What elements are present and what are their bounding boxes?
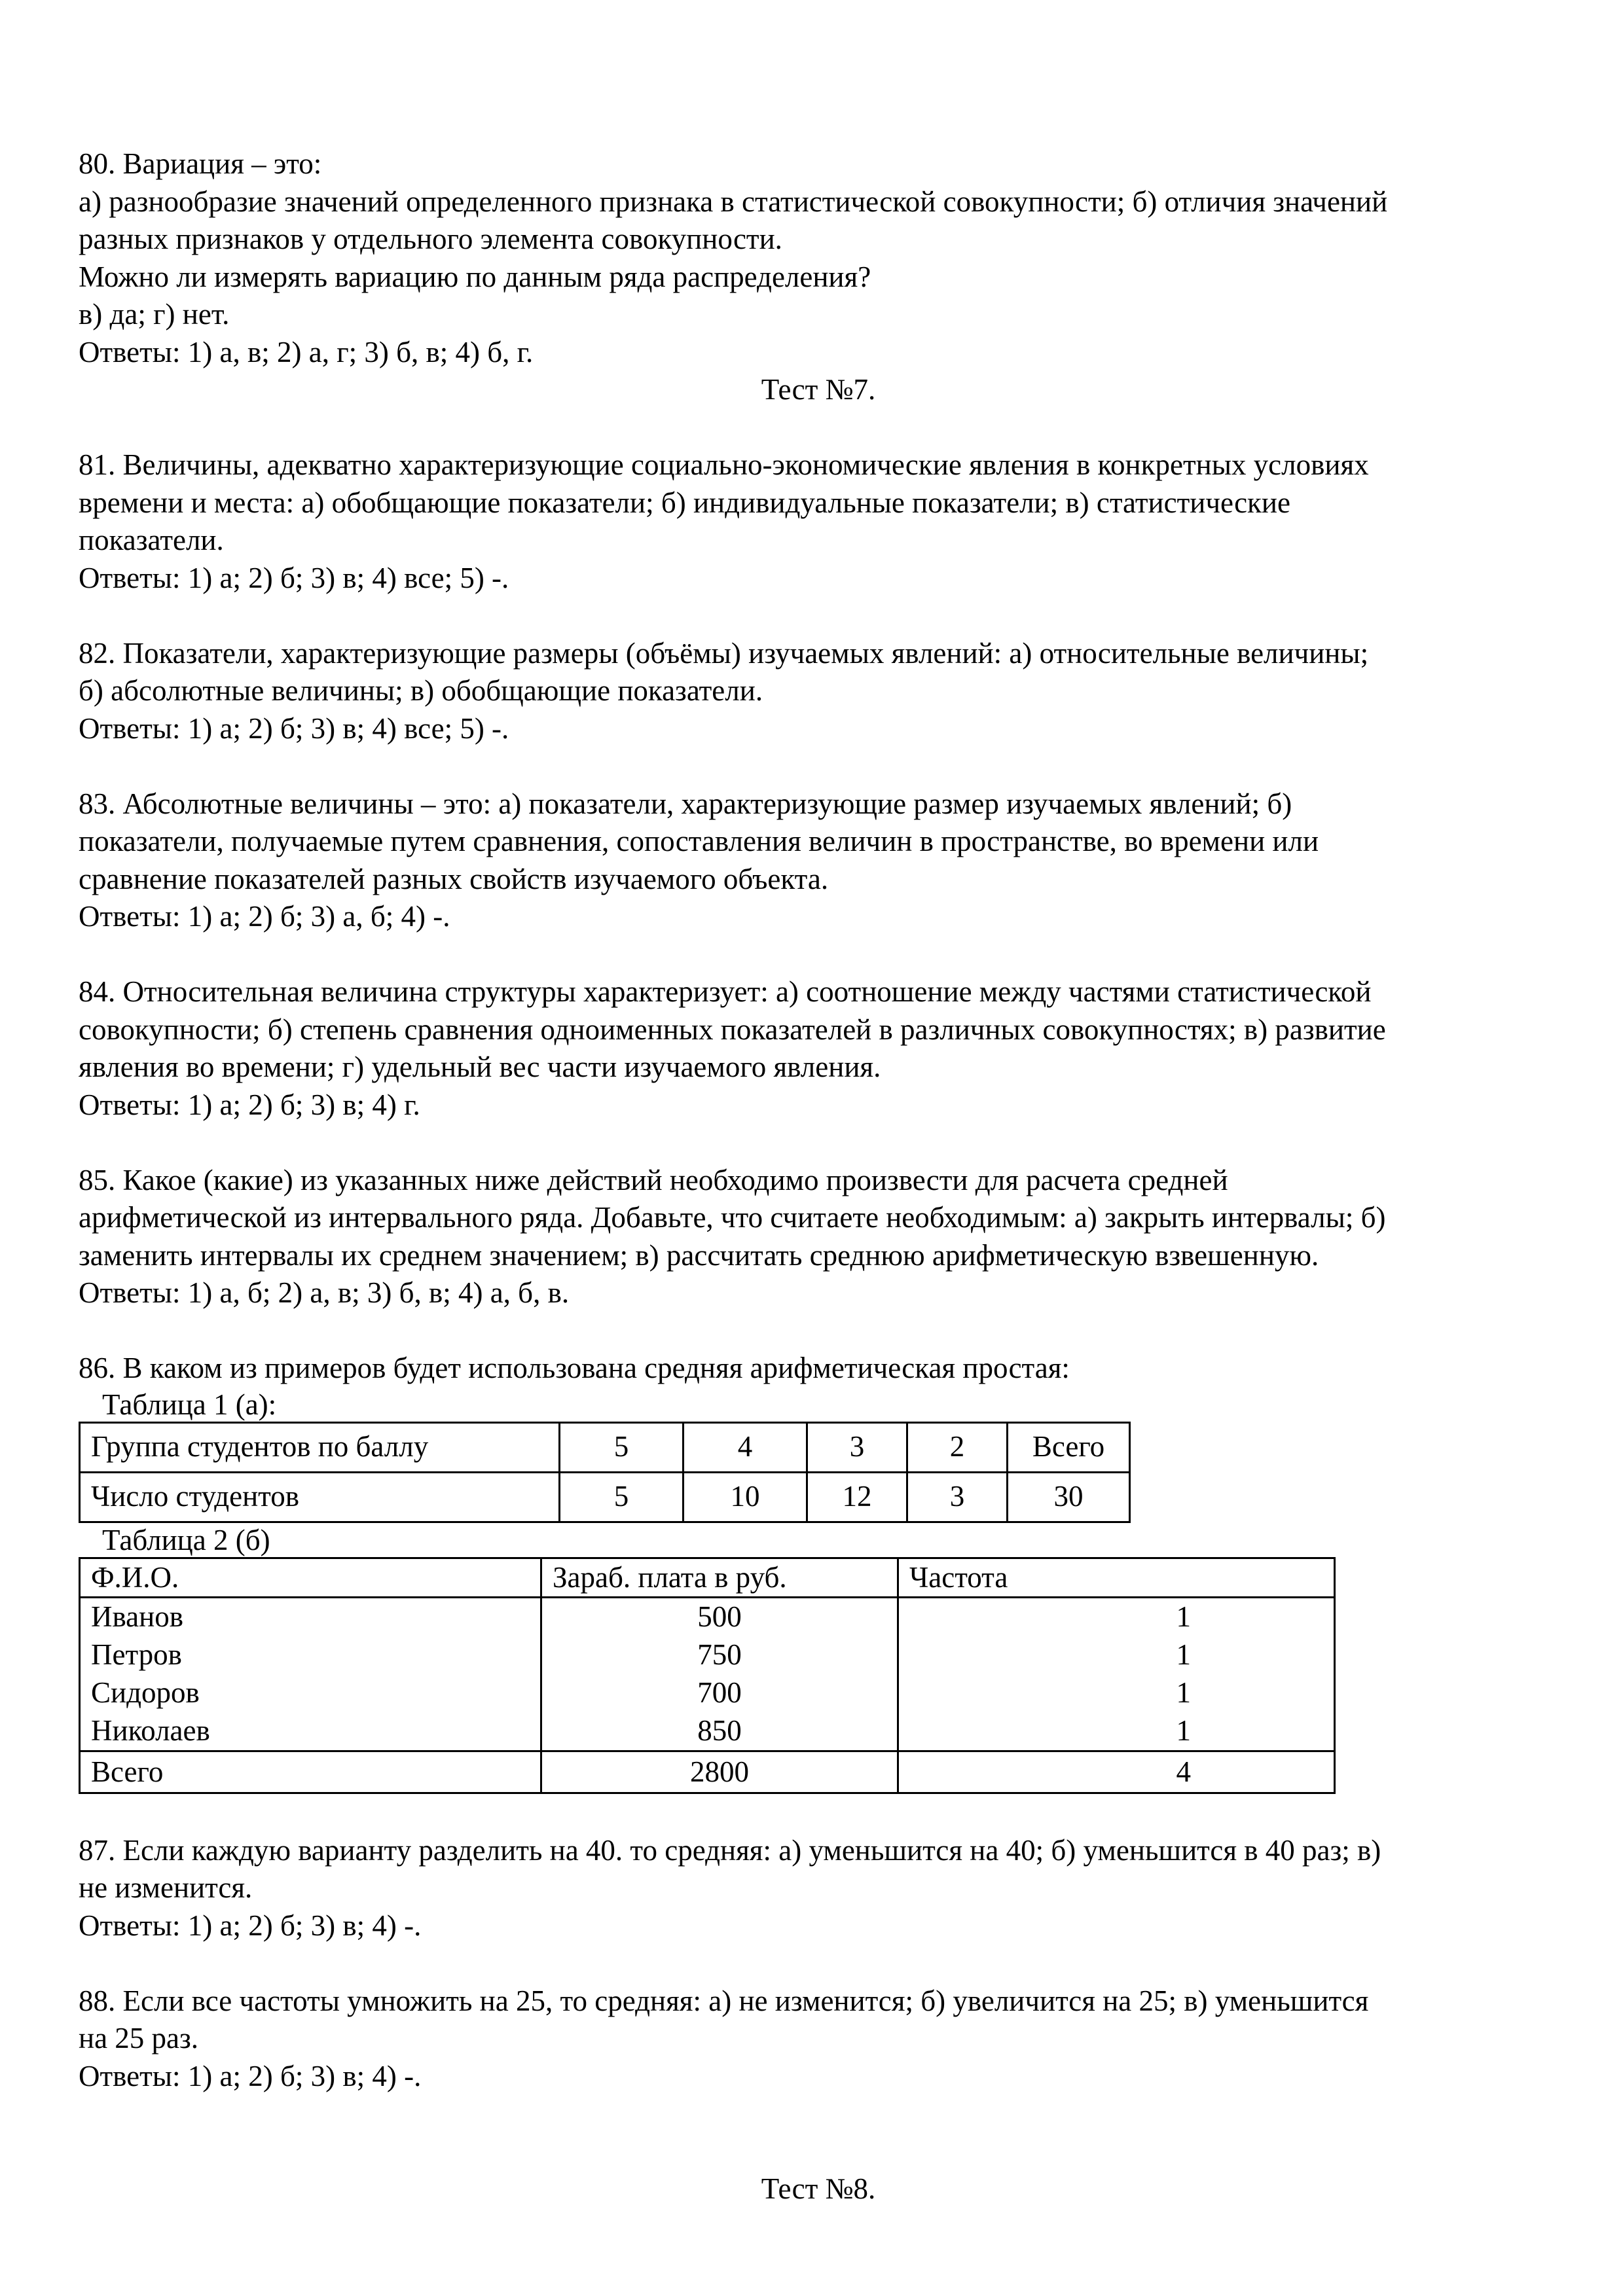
question-83-answers: Ответы: 1) а; 2) б; 3) а, б; 4) -.: [79, 900, 450, 933]
table-cell: Петров: [80, 1636, 541, 1674]
question-85-line: арифметической из интервального ряда. Добавьте, что считаете необходимым: а) закрыть интервалы; б): [79, 1201, 1386, 1234]
question-81-line: показатели.: [79, 524, 224, 556]
question-80-line: разных признаков у отдельного элемента совокупности.: [79, 223, 782, 255]
table-1-caption: Таблица 1 (а):: [102, 1388, 277, 1421]
table-cell: Число студентов: [80, 1472, 560, 1522]
table-cell: 750: [541, 1636, 898, 1674]
table-cell: 1: [898, 1636, 1335, 1674]
table-cell: 1: [898, 1712, 1335, 1751]
spacer: [79, 2095, 1558, 2133]
question-84: [79, 973, 1558, 1124]
question-82-answers: Ответы: 1) а; 2) б; 3) в; 4) все; 5) -.: [79, 711, 509, 745]
question-85-line: 85. Какое (какие) из указанных ниже действий необходимо произвести для расчета средней: [79, 1163, 1228, 1196]
table-cell: Группа студентов по баллу: [80, 1422, 560, 1472]
question-81: [79, 446, 1558, 597]
table-cell: 2800: [541, 1751, 898, 1793]
question-82-line: б) абсолютные величины; в) обобщающие показатели.: [79, 674, 763, 707]
table-cell: 1: [898, 1598, 1335, 1637]
question-84-answers: Ответы: 1) а; 2) б; 3) в; 4) г.: [79, 1088, 420, 1121]
question-80-line: Можно ли измерять вариацию по данным ряда распределения?: [79, 260, 871, 293]
spacer: [79, 597, 1558, 635]
spacer: [79, 936, 1558, 974]
question-84-line: совокупности; б) степень сравнения одноименных показателей в различных совокупностях; в) развитие: [79, 1013, 1386, 1046]
test-8-heading: Тест №8.: [761, 2172, 876, 2205]
question-83-line: сравнение показателей разных свойств изучаемого объекта.: [79, 862, 829, 895]
table-2: [79, 1557, 1336, 1795]
table-cell: 850: [541, 1712, 898, 1751]
spacer: [79, 1312, 1558, 1350]
question-81-line: времени и места: а) обобщающие показатели; б) индивидуальные показатели; в) статистические: [79, 486, 1290, 519]
table-cell: 5: [560, 1422, 684, 1472]
document-page: [79, 145, 1558, 2208]
test-7-heading: Тест №7.: [761, 373, 876, 406]
table-cell: Всего: [1008, 1422, 1130, 1472]
table-cell: Николаев: [80, 1712, 541, 1751]
question-80-answers: Ответы: 1) а, в; 2) а, г; 3) б, в; 4) б, г.: [79, 335, 534, 368]
question-88: [79, 1982, 1558, 2096]
question-87: [79, 1832, 1558, 1945]
question-83-line: показатели, получаемые путем сравнения, сопоставления величин в пространстве, во времени или: [79, 825, 1319, 857]
question-80-line: 80. Вариация – это:: [79, 147, 322, 180]
table-cell: 700: [541, 1674, 898, 1712]
spacer: [79, 409, 1558, 447]
question-85-answers: Ответы: 1) а, б; 2) а, в; 3) б, в; 4) а, б, в.: [79, 1276, 570, 1309]
table-cell: Всего: [80, 1751, 541, 1793]
table-cell: Сидоров: [80, 1674, 541, 1712]
table-1: [79, 1422, 1131, 1523]
spacer: [79, 747, 1558, 785]
table-row: [80, 1598, 1335, 1637]
table-row: [80, 1422, 1130, 1472]
question-81-answers: Ответы: 1) а; 2) б; 3) в; 4) все; 5) -.: [79, 561, 509, 594]
table-cell: 4: [898, 1751, 1335, 1793]
table-cell: 12: [807, 1472, 907, 1522]
table-cell: 2: [907, 1422, 1008, 1472]
table-cell: 500: [541, 1598, 898, 1637]
table-cell: 4: [684, 1422, 807, 1472]
question-88-answers: Ответы: 1) а; 2) б; 3) в; 4) -.: [79, 2059, 422, 2092]
question-86-text: 86. В каком из примеров будет использована средняя арифметическая простая:: [79, 1352, 1070, 1384]
question-88-line: 88. Если все частоты умножить на 25, то средняя: а) не изменится; б) увеличится на 25; в) уменьшится: [79, 1984, 1369, 2017]
question-82-line: 82. Показатели, характеризующие размеры (объёмы) изучаемых явлений: а) относительные величины;: [79, 636, 1369, 670]
question-85: [79, 1162, 1558, 1312]
question-83-line: 83. Абсолютные величины – это: а) показатели, характеризующие размер изучаемых явлений; б): [79, 787, 1292, 820]
spacer: [79, 1945, 1558, 1982]
question-82: [79, 635, 1558, 748]
question-80-line: в) да; г) нет.: [79, 298, 230, 331]
spacer: [79, 2133, 1558, 2171]
question-87-answers: Ответы: 1) а; 2) б; 3) в; 4) -.: [79, 1909, 422, 1942]
table-cell: 3: [907, 1472, 1008, 1522]
column-header: Зараб. плата в руб.: [541, 1558, 898, 1598]
table-cell: 3: [807, 1422, 907, 1472]
table-header-row: [80, 1558, 1335, 1598]
question-83: [79, 785, 1558, 936]
question-80-line: а) разнообразие значений определенного признака в статистической совокупности; б) отличия значений: [79, 185, 1388, 218]
question-87-line: 87. Если каждую варианту разделить на 40. то средняя: а) уменьшится на 40; б) уменьшится в 40 раз; в): [79, 1833, 1381, 1867]
question-88-line: на 25 раз.: [79, 2022, 199, 2054]
spacer: [79, 1124, 1558, 1162]
table-cell: 10: [684, 1472, 807, 1522]
table-cell: 1: [898, 1674, 1335, 1712]
table-row: [80, 1712, 1335, 1751]
question-84-line: явления во времени; г) удельный вес части изучаемого явления.: [79, 1050, 881, 1083]
question-87-line: не изменится.: [79, 1871, 253, 1904]
table-row: [80, 1472, 1130, 1522]
spacer: [79, 1794, 1558, 1832]
question-85-line: заменить интервалы их среднем значением; в) рассчитать среднюю арифметическую взвешенную.: [79, 1238, 1319, 1272]
table-cell: Иванов: [80, 1598, 541, 1637]
table-total-row: [80, 1751, 1335, 1793]
question-86: [79, 1350, 1558, 1794]
table-cell: 30: [1008, 1472, 1130, 1522]
question-81-line: 81. Величины, адекватно характеризующие социально-экономические явления в конкретных условиях: [79, 448, 1369, 481]
table-row: [80, 1674, 1335, 1712]
column-header: Частота: [898, 1558, 1335, 1598]
table-2-caption: Таблица 2 (б): [102, 1523, 270, 1556]
table-cell: 5: [560, 1472, 684, 1522]
table-row: [80, 1636, 1335, 1674]
question-84-line: 84. Относительная величина структуры характеризует: а) соотношение между частями статистической: [79, 975, 1372, 1008]
column-header: Ф.И.О.: [80, 1558, 541, 1598]
question-80: [79, 145, 1558, 371]
